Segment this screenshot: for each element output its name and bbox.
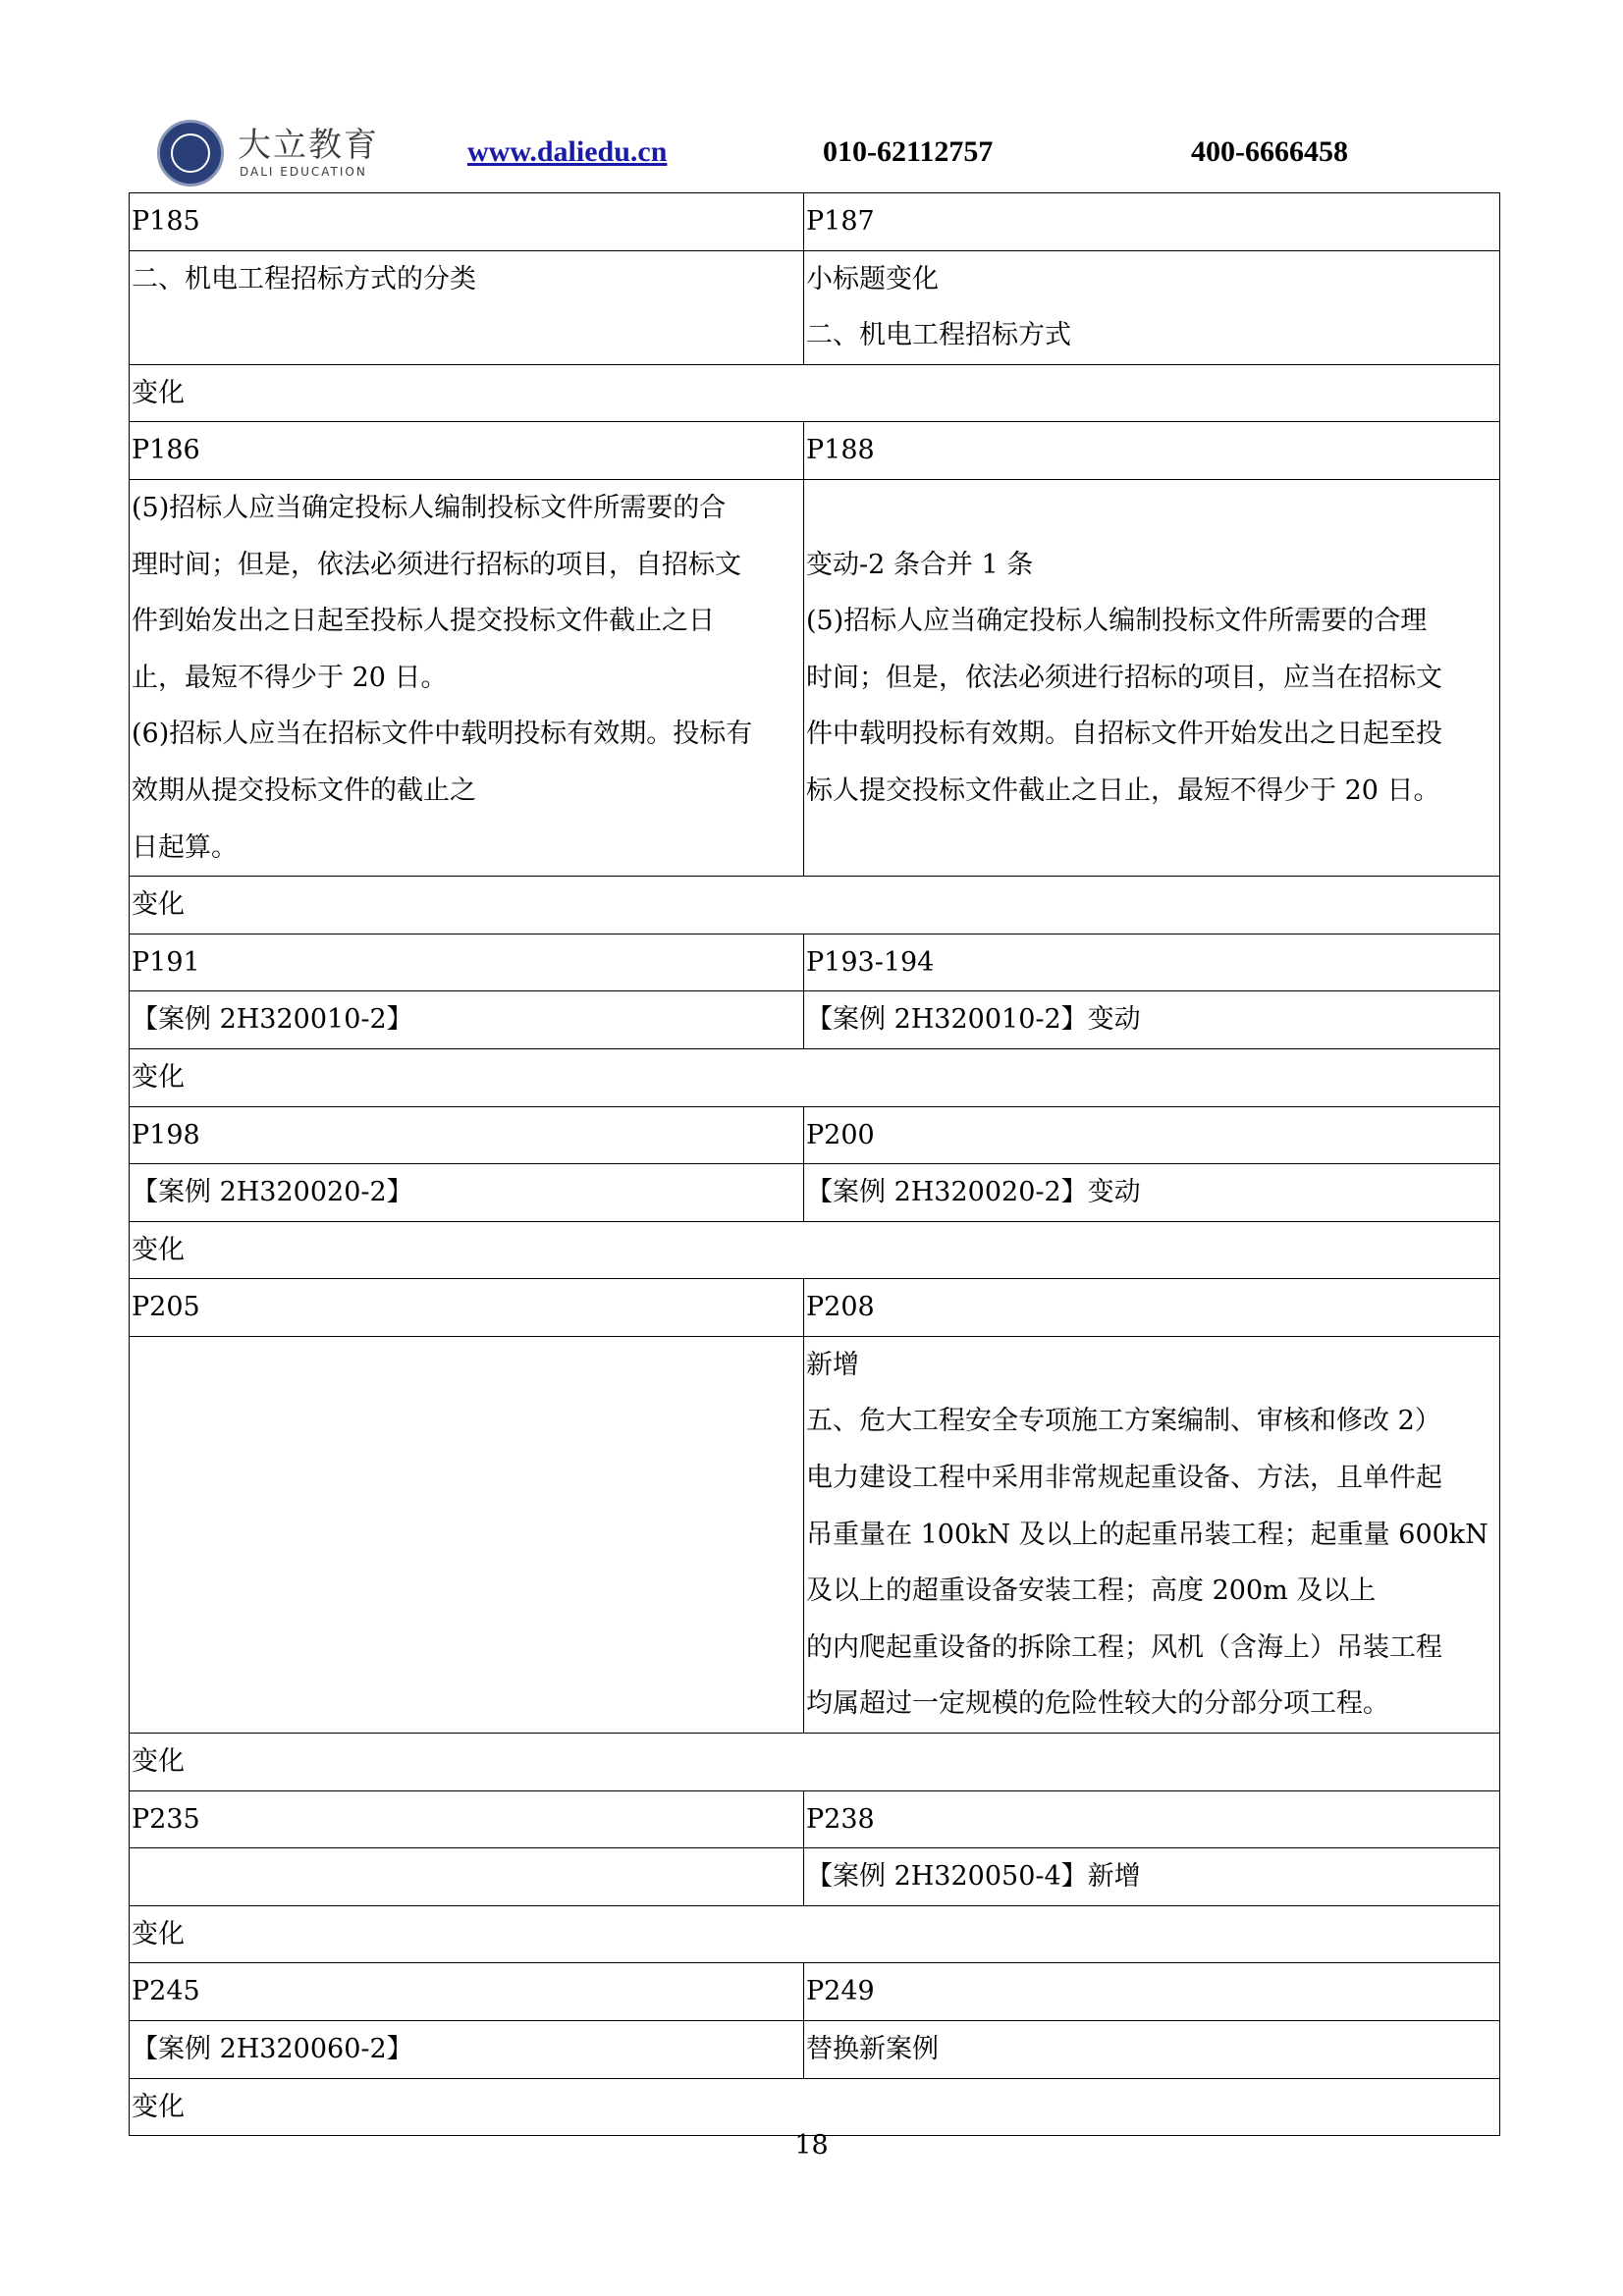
cell-text-line: 二、机电工程招标方式 bbox=[806, 320, 1071, 351]
cell-text-line: 【案例 2H320050-4】新增 bbox=[806, 1861, 1141, 1893]
old-edition-cell bbox=[130, 1790, 804, 1848]
cell-text-line: P188 bbox=[806, 435, 875, 466]
logo-english-name: DALI EDUCATION bbox=[240, 165, 367, 179]
cell-text-line: 日起算。 bbox=[132, 831, 238, 863]
table-row bbox=[130, 1734, 1500, 1791]
change-label-cell: 变化 bbox=[130, 1905, 1500, 1963]
cell-text-line: (5)招标人应当确定投标人编制投标文件所需要的合 bbox=[132, 492, 727, 523]
new-edition-cell bbox=[804, 250, 1500, 364]
table-row bbox=[130, 193, 1500, 251]
table-row bbox=[130, 1048, 1500, 1106]
table-row bbox=[130, 1106, 1500, 1164]
table-row bbox=[130, 1336, 1500, 1733]
old-edition-cell bbox=[130, 1336, 804, 1733]
cell-text-line: 五、危大工程安全专项施工方案编制、审核和修改 2） bbox=[806, 1406, 1441, 1437]
change-label-cell: 变化 bbox=[130, 1221, 1500, 1279]
cell-text-line: 件到始发出之日起至投标人提交投标文件截止之日 bbox=[132, 606, 715, 637]
old-edition-cell bbox=[130, 1848, 804, 1906]
table-row bbox=[130, 1221, 1500, 1279]
old-edition-cell bbox=[130, 2021, 804, 2079]
cell-text-line: 【案例 2H320020-2】变动 bbox=[806, 1177, 1141, 1208]
change-label-cell: 变化 bbox=[130, 877, 1500, 934]
cell-text-line: (5)招标人应当确定投标人编制投标文件所需要的合理 bbox=[806, 606, 1428, 637]
cell-text-line: 均属超过一定规模的危险性较大的分部分项工程。 bbox=[806, 1688, 1389, 1720]
new-edition-cell bbox=[804, 2021, 1500, 2079]
dali-logo bbox=[157, 116, 403, 188]
old-edition-cell bbox=[130, 479, 804, 876]
old-edition-cell bbox=[130, 1106, 804, 1164]
table-row bbox=[130, 2078, 1500, 2136]
cell-text-line: (6)招标人应当在招标文件中载明投标有效期。投标有 bbox=[132, 719, 753, 750]
phone-number-2: 400-6666458 bbox=[1191, 135, 1348, 168]
cell-text-line: 止，最短不得少于 20 日。 bbox=[132, 662, 448, 693]
old-edition-cell bbox=[130, 1963, 804, 2021]
comparison-table bbox=[129, 192, 1500, 2136]
table-row bbox=[130, 479, 1500, 876]
cell-text-line: 件中载明投标有效期。自招标文件开始发出之日起至投 bbox=[806, 719, 1442, 750]
logo-chinese-name: 大立教育 bbox=[238, 126, 379, 165]
cell-text-line: P191 bbox=[132, 946, 200, 978]
cell-text-line: 理时间；但是，依法必须进行招标的项目，自招标文 bbox=[132, 549, 741, 580]
change-label-cell: 变化 bbox=[130, 364, 1500, 422]
cell-text-line: 电力建设工程中采用非常规起重设备、方法，且单件起 bbox=[806, 1463, 1442, 1494]
cell-text-line: P200 bbox=[806, 1119, 875, 1150]
old-edition-cell bbox=[130, 991, 804, 1049]
cell-text-line: P245 bbox=[132, 1976, 200, 2007]
new-edition-cell bbox=[804, 1336, 1500, 1733]
cell-text-line: 及以上的超重设备安装工程；高度 200m 及以上 bbox=[806, 1575, 1377, 1607]
table-row bbox=[130, 1848, 1500, 1906]
new-edition-cell bbox=[804, 1164, 1500, 1222]
new-edition-cell bbox=[804, 193, 1500, 251]
table-row bbox=[130, 991, 1500, 1049]
cell-text-line: P235 bbox=[132, 1803, 200, 1835]
cell-text-line: P186 bbox=[132, 435, 200, 466]
dali-seal-icon bbox=[157, 120, 224, 187]
cell-text-line: P185 bbox=[132, 206, 200, 237]
cell-text-line: 标人提交投标文件截止之日止，最短不得少于 20 日。 bbox=[806, 774, 1440, 806]
cell-text-line: 【案例 2H320010-2】变动 bbox=[806, 1004, 1141, 1036]
cell-text-line: P208 bbox=[806, 1292, 875, 1323]
new-edition-cell bbox=[804, 1963, 1500, 2021]
table-row bbox=[130, 364, 1500, 422]
table-row bbox=[130, 1164, 1500, 1222]
new-edition-cell bbox=[804, 479, 1500, 876]
table-row bbox=[130, 1279, 1500, 1337]
old-edition-cell bbox=[130, 1164, 804, 1222]
cell-text-line: 的内爬起重设备的拆除工程；风机（含海上）吊装工程 bbox=[806, 1631, 1442, 1663]
old-edition-cell bbox=[130, 934, 804, 991]
change-label-cell: 变化 bbox=[130, 1734, 1500, 1791]
new-edition-cell bbox=[804, 934, 1500, 991]
cell-text-line: 【案例 2H320060-2】 bbox=[132, 2034, 413, 2064]
new-edition-cell bbox=[804, 1279, 1500, 1337]
old-edition-cell bbox=[130, 193, 804, 251]
phone-number-1: 010-62112757 bbox=[823, 135, 994, 168]
new-edition-cell bbox=[804, 991, 1500, 1049]
website-link[interactable]: www.daliedu.cn bbox=[467, 135, 668, 168]
table-row bbox=[130, 2021, 1500, 2079]
cell-text-line: P249 bbox=[806, 1976, 875, 2007]
cell-text-line: P205 bbox=[132, 1292, 200, 1323]
table-row bbox=[130, 934, 1500, 991]
cell-text-line: 效期从提交投标文件的截止之 bbox=[132, 774, 476, 806]
cell-text-line: 二、机电工程招标方式的分类 bbox=[132, 263, 476, 294]
cell-text-line: P238 bbox=[806, 1803, 875, 1835]
cell-text-line: P187 bbox=[806, 206, 875, 237]
table-row bbox=[130, 1905, 1500, 1963]
cell-text-line: P193-194 bbox=[806, 946, 935, 978]
old-edition-cell bbox=[130, 1279, 804, 1337]
page-number: 18 bbox=[794, 2130, 829, 2161]
table-row bbox=[130, 422, 1500, 480]
cell-text-line: 时间；但是，依法必须进行招标的项目，应当在招标文 bbox=[806, 662, 1442, 693]
old-edition-cell bbox=[130, 422, 804, 480]
old-edition-cell bbox=[130, 250, 804, 364]
new-edition-cell bbox=[804, 1790, 1500, 1848]
cell-text-line: 【案例 2H320010-2】 bbox=[132, 1004, 413, 1036]
new-edition-cell bbox=[804, 1848, 1500, 1906]
page-header bbox=[157, 116, 1502, 194]
cell-text-line: 替换新案例 bbox=[806, 2034, 939, 2064]
cell-text-line: 小标题变化 bbox=[806, 263, 939, 294]
change-label-cell: 变化 bbox=[130, 1048, 1500, 1106]
new-edition-cell bbox=[804, 1106, 1500, 1164]
new-edition-cell bbox=[804, 422, 1500, 480]
change-label-cell: 变化 bbox=[130, 2078, 1500, 2136]
table-row bbox=[130, 1963, 1500, 2021]
table-row bbox=[130, 250, 1500, 364]
cell-text-line: 新增 bbox=[806, 1349, 859, 1380]
cell-text-line: 【案例 2H320020-2】 bbox=[132, 1177, 413, 1208]
cell-text-line: 变动-2 条合并 1 条 bbox=[806, 549, 1034, 580]
cell-text-line: 吊重量在 100kN 及以上的起重吊装工程；起重量 600kN bbox=[806, 1519, 1488, 1550]
table-row bbox=[130, 1790, 1500, 1848]
table-row bbox=[130, 877, 1500, 934]
cell-text-line: P198 bbox=[132, 1119, 200, 1150]
